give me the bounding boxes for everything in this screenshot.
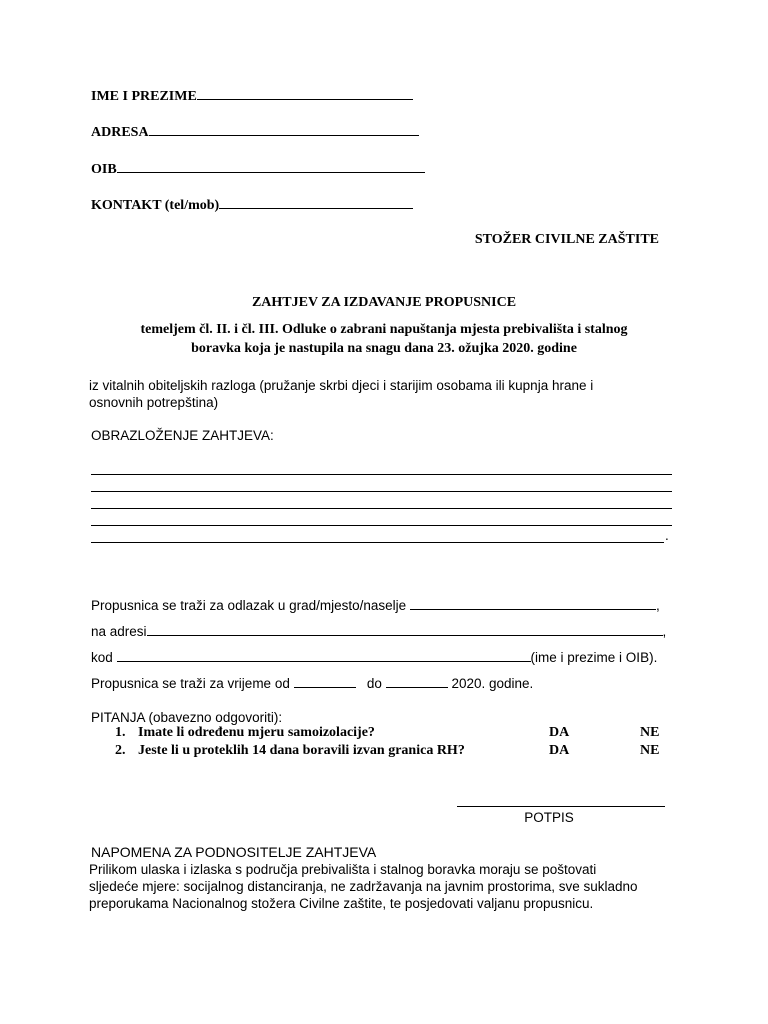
- destination-line[interactable]: [410, 596, 656, 610]
- question-2-no[interactable]: NE: [640, 743, 660, 758]
- pass-address-comma: ,: [662, 624, 667, 639]
- period-to-label: do: [366, 676, 382, 691]
- host-label: kod: [91, 650, 113, 665]
- address-label: ADRESA: [91, 125, 149, 140]
- period-to-line[interactable]: [386, 674, 448, 688]
- note-line-3: preporukama Nacionalnog stožera Civilne zaštite, te posjedovati valjanu propusnicu.: [89, 896, 594, 911]
- subtitle-line-1: temeljem čl. II. i čl. III. Odluke o zabrani napuštanja mjesta prebivališta i stalnog: [140, 322, 628, 337]
- contact-label: KONTAKT (tel/mob): [91, 198, 220, 213]
- justification-line[interactable]: [91, 542, 664, 543]
- note-line-2: sljedeće mjere: socijalnog distanciranja, ne zadržavanja na javnim prostorima, sve sukladno: [89, 879, 638, 894]
- recipient: STOŽER CIVILNE ZAŠTITE: [474, 232, 659, 247]
- destination-row: [91, 596, 660, 613]
- reason-line-2: osnovnih potrepština): [89, 395, 219, 410]
- host-suffix: (ime i prezime i OIB).: [530, 650, 658, 665]
- note-line-1: Prilikom ulaska i izlaska s područja prebivališta i stalnog boravka moraju se poštovati: [89, 862, 597, 877]
- question-2-yes[interactable]: DA: [549, 743, 570, 758]
- justification-end: .: [665, 528, 669, 543]
- address-field: [91, 122, 419, 141]
- oib-line[interactable]: [117, 159, 425, 173]
- contact-line[interactable]: [219, 195, 413, 209]
- pass-address-label: na adresi: [91, 624, 147, 639]
- signature-line[interactable]: [457, 806, 665, 807]
- oib-label: OIB: [91, 162, 117, 177]
- subtitle-line-2: boravka koja je nastupila na snagu dana 23. ožujka 2020. godine: [191, 341, 577, 356]
- justification-line[interactable]: [91, 491, 672, 492]
- destination-label: Propusnica se traži za odlazak u grad/mjesto/naselje: [91, 598, 407, 613]
- justification-line[interactable]: [91, 525, 672, 526]
- host-row: [91, 648, 657, 665]
- name-field: [91, 86, 413, 105]
- justification-label: OBRAZLOŽENJE ZAHTJEVA:: [91, 428, 274, 443]
- name-line[interactable]: [197, 86, 413, 100]
- period-year: 2020. godine.: [451, 676, 534, 691]
- justification-line[interactable]: [91, 474, 672, 475]
- period-row: [91, 674, 533, 691]
- oib-field: [91, 159, 425, 178]
- question-2-text: Jeste li u proteklih 14 dana boravili izvan granica RH?: [138, 743, 465, 758]
- pass-address-line[interactable]: [147, 622, 663, 636]
- address-line[interactable]: [149, 122, 419, 136]
- note-heading: NAPOMENA ZA PODNOSITELJE ZAHTJEVA: [91, 844, 377, 860]
- host-line[interactable]: [117, 648, 531, 662]
- pass-address-row: [91, 622, 666, 639]
- questions-heading: PITANJA (obavezno odgovoriti):: [91, 710, 283, 725]
- justification-line[interactable]: [91, 508, 672, 509]
- contact-field: [91, 195, 413, 214]
- document-title: ZAHTJEV ZA IZDAVANJE PROPUSNICE: [251, 295, 517, 310]
- name-label: IME I PREZIME: [91, 89, 197, 104]
- destination-comma: ,: [655, 598, 660, 613]
- period-from-line[interactable]: [294, 674, 356, 688]
- question-1-text: Imate li određenu mjeru samoizolacije?: [138, 725, 375, 740]
- question-2-number: 2.: [115, 743, 126, 758]
- period-label: Propusnica se traži za vrijeme od: [91, 676, 290, 691]
- reason-line-1: iz vitalnih obiteljskih razloga (pružanje skrbi djeci i starijim osobama ili kupnja hrane i: [89, 378, 594, 393]
- signature-label: POTPIS: [524, 810, 574, 825]
- question-1-yes[interactable]: DA: [549, 725, 570, 740]
- question-1-no[interactable]: NE: [640, 725, 660, 740]
- question-1-number: 1.: [115, 725, 126, 740]
